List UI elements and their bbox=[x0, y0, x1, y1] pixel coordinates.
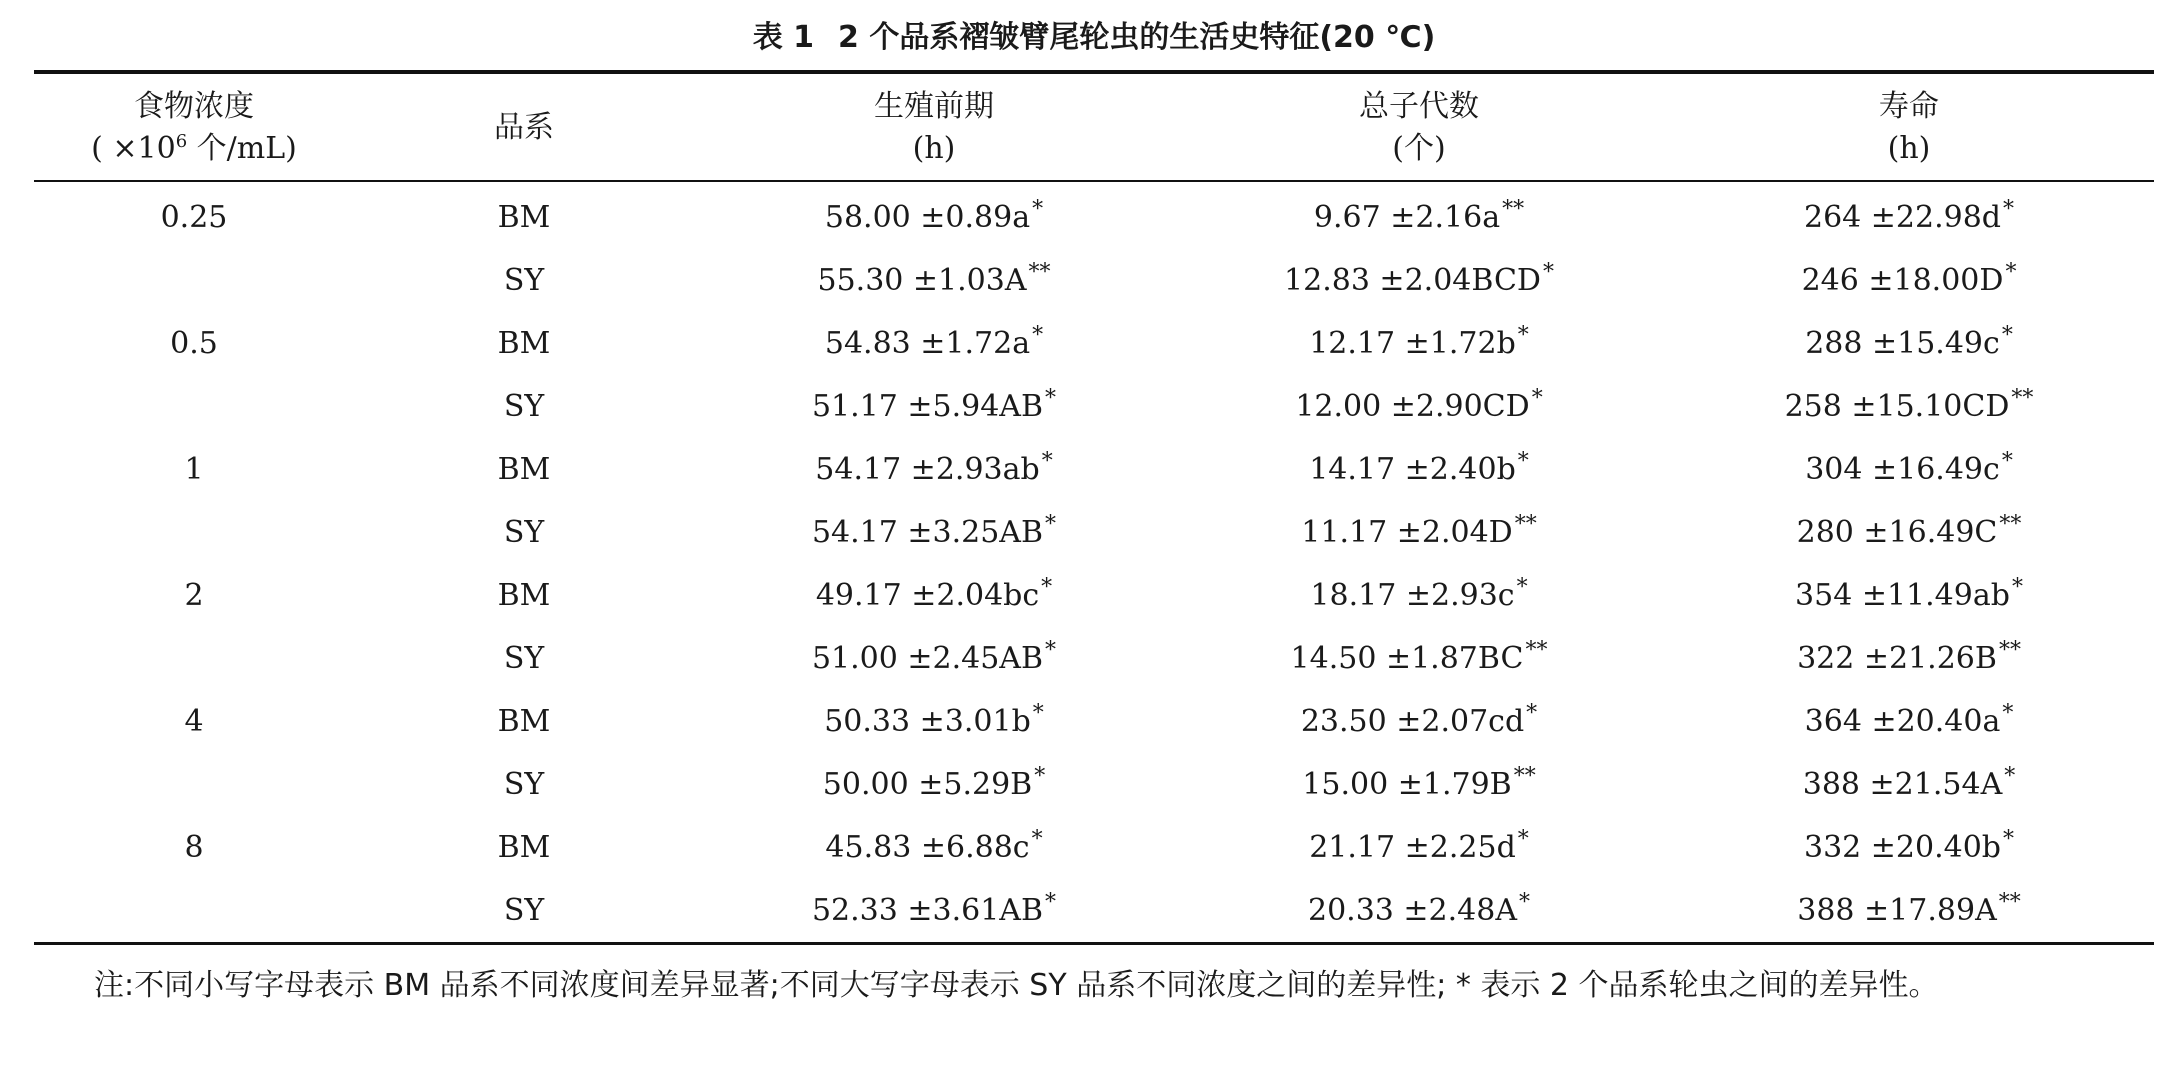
cell-lifespan-value: 258 ±15.10CD bbox=[1784, 389, 2010, 424]
unit-suffix: 个/mL) bbox=[187, 131, 297, 166]
cell-strain-value: SY bbox=[503, 767, 545, 802]
cell-offspring-significance: ** bbox=[1514, 512, 1537, 537]
cell-strain bbox=[354, 879, 694, 944]
table-note: 注:不同小写字母表示 BM 品系不同浓度间差异显著;不同大写字母表示 SY 品系不同浓度之间的差异性; * 表示 2 个品系轮虫之间的差异性。 bbox=[94, 968, 1939, 1003]
cell-strain bbox=[354, 501, 694, 564]
table-row bbox=[34, 249, 2154, 312]
table-row bbox=[34, 816, 2154, 879]
header-lifespan bbox=[1664, 72, 2154, 181]
table-row bbox=[34, 879, 2154, 944]
cell-lifespan bbox=[1664, 879, 2154, 944]
header-offspring-unit: (个) bbox=[1392, 131, 1446, 166]
cell-offspring bbox=[1174, 375, 1664, 438]
cell-lifespan bbox=[1664, 249, 2154, 312]
cell-pre-reproduction-significance: * bbox=[1045, 386, 1057, 411]
cell-strain-value: SY bbox=[503, 263, 545, 298]
cell-pre-reproduction bbox=[694, 816, 1174, 879]
header-offspring-label: 总子代数 bbox=[1359, 89, 1479, 124]
cell-offspring-value: 18.17 ±2.93c bbox=[1310, 578, 1515, 613]
table-row bbox=[34, 501, 2154, 564]
cell-offspring bbox=[1174, 753, 1664, 816]
cell-lifespan-value: 364 ±20.40a bbox=[1804, 704, 2001, 739]
cell-pre-reproduction-significance: * bbox=[1032, 323, 1044, 348]
cell-pre-reproduction bbox=[694, 564, 1174, 627]
cell-strain-value: SY bbox=[503, 515, 545, 550]
cell-pre-reproduction-significance: * bbox=[1032, 701, 1044, 726]
cell-concentration-value: 8 bbox=[184, 830, 204, 865]
cell-strain bbox=[354, 249, 694, 312]
cell-lifespan-significance: * bbox=[2003, 197, 2015, 222]
cell-concentration bbox=[34, 181, 354, 249]
cell-lifespan-value: 388 ±17.89A bbox=[1797, 893, 1997, 928]
cell-lifespan-significance: * bbox=[2001, 449, 2013, 474]
cell-concentration bbox=[34, 438, 354, 501]
cell-offspring bbox=[1174, 564, 1664, 627]
cell-pre-reproduction-value: 54.83 ±1.72a bbox=[824, 326, 1031, 361]
table-row bbox=[34, 312, 2154, 375]
cell-pre-reproduction bbox=[694, 312, 1174, 375]
header-pre-reproduction-unit: (h) bbox=[912, 131, 956, 166]
cell-pre-reproduction-value: 52.33 ±3.61AB bbox=[811, 893, 1044, 928]
header-strain bbox=[354, 72, 694, 181]
header-lifespan-label: 寿命 bbox=[1879, 89, 1939, 124]
cell-pre-reproduction-significance: * bbox=[1045, 638, 1057, 663]
cell-offspring bbox=[1174, 816, 1664, 879]
cell-strain bbox=[354, 438, 694, 501]
cell-lifespan-significance: ** bbox=[1998, 638, 2021, 663]
cell-concentration-value: 0.5 bbox=[170, 326, 218, 361]
cell-lifespan-significance: ** bbox=[2011, 386, 2034, 411]
cell-concentration-value: 0.25 bbox=[160, 200, 228, 235]
cell-offspring-significance: ** bbox=[1525, 638, 1548, 663]
cell-concentration bbox=[34, 879, 354, 944]
cell-lifespan-significance: * bbox=[2002, 701, 2014, 726]
cell-lifespan bbox=[1664, 312, 2154, 375]
table-body bbox=[34, 181, 2154, 944]
cell-concentration-value: 1 bbox=[184, 452, 204, 487]
cell-strain-value: BM bbox=[497, 200, 551, 235]
cell-pre-reproduction-significance: * bbox=[1041, 575, 1053, 600]
cell-offspring bbox=[1174, 438, 1664, 501]
cell-offspring-significance: * bbox=[1542, 260, 1554, 285]
table-row bbox=[34, 438, 2154, 501]
cell-lifespan bbox=[1664, 816, 2154, 879]
cell-offspring bbox=[1174, 312, 1664, 375]
cell-pre-reproduction bbox=[694, 879, 1174, 944]
cell-lifespan-value: 354 ±11.49ab bbox=[1795, 578, 2010, 613]
cell-concentration bbox=[34, 501, 354, 564]
life-history-table bbox=[34, 70, 2154, 945]
header-pre-reproduction bbox=[694, 72, 1174, 181]
cell-offspring-significance: * bbox=[1519, 890, 1531, 915]
cell-pre-reproduction bbox=[694, 438, 1174, 501]
header-concentration-unit bbox=[34, 128, 354, 170]
cell-pre-reproduction-significance: * bbox=[1045, 512, 1057, 537]
cell-offspring-significance: * bbox=[1517, 449, 1529, 474]
cell-pre-reproduction-significance: * bbox=[1041, 449, 1053, 474]
cell-pre-reproduction-value: 54.17 ±3.25AB bbox=[811, 515, 1044, 550]
cell-pre-reproduction bbox=[694, 181, 1174, 249]
cell-concentration-value: 2 bbox=[184, 578, 204, 613]
table-row bbox=[34, 753, 2154, 816]
cell-lifespan-significance: * bbox=[2001, 323, 2013, 348]
cell-offspring-value: 11.17 ±2.04D bbox=[1301, 515, 1513, 550]
cell-offspring-significance: * bbox=[1526, 701, 1538, 726]
cell-concentration bbox=[34, 249, 354, 312]
cell-pre-reproduction bbox=[694, 690, 1174, 753]
table-row bbox=[34, 690, 2154, 753]
cell-offspring-significance: * bbox=[1531, 386, 1543, 411]
cell-pre-reproduction-value: 54.17 ±2.93ab bbox=[815, 452, 1040, 487]
cell-lifespan-value: 246 ±18.00D bbox=[1801, 263, 2004, 298]
cell-strain bbox=[354, 181, 694, 249]
cell-pre-reproduction-value: 50.00 ±5.29B bbox=[822, 767, 1033, 802]
cell-concentration bbox=[34, 627, 354, 690]
cell-lifespan-value: 264 ±22.98d bbox=[1803, 200, 2002, 235]
cell-concentration bbox=[34, 816, 354, 879]
cell-lifespan bbox=[1664, 501, 2154, 564]
cell-offspring-value: 15.00 ±1.79B bbox=[1302, 767, 1512, 802]
cell-pre-reproduction-value: 51.17 ±5.94AB bbox=[811, 389, 1044, 424]
cell-offspring-significance: ** bbox=[1513, 764, 1536, 789]
cell-offspring bbox=[1174, 501, 1664, 564]
cell-strain bbox=[354, 627, 694, 690]
cell-concentration bbox=[34, 564, 354, 627]
cell-offspring bbox=[1174, 249, 1664, 312]
cell-offspring bbox=[1174, 627, 1664, 690]
cell-offspring-value: 14.50 ±1.87BC bbox=[1290, 641, 1524, 676]
cell-offspring-value: 9.67 ±2.16a bbox=[1313, 200, 1501, 235]
cell-lifespan-value: 288 ±15.49c bbox=[1805, 326, 2000, 361]
cell-lifespan-value: 280 ±16.49C bbox=[1796, 515, 1998, 550]
document-page bbox=[34, 0, 2154, 1009]
cell-concentration bbox=[34, 753, 354, 816]
cell-strain-value: BM bbox=[497, 830, 551, 865]
cell-strain bbox=[354, 816, 694, 879]
cell-lifespan-value: 388 ±21.54A bbox=[1802, 767, 2003, 802]
unit-exponent: 6 bbox=[175, 131, 188, 152]
cell-strain bbox=[354, 312, 694, 375]
cell-strain bbox=[354, 753, 694, 816]
cell-lifespan bbox=[1664, 438, 2154, 501]
cell-pre-reproduction bbox=[694, 627, 1174, 690]
cell-pre-reproduction-significance: * bbox=[1045, 890, 1057, 915]
cell-pre-reproduction-significance: ** bbox=[1028, 260, 1051, 285]
cell-offspring-significance: * bbox=[1517, 827, 1529, 852]
cell-pre-reproduction-value: 45.83 ±6.88c bbox=[825, 830, 1030, 865]
cell-pre-reproduction bbox=[694, 753, 1174, 816]
cell-lifespan-significance: ** bbox=[1998, 890, 2021, 915]
cell-strain-value: BM bbox=[497, 704, 551, 739]
table-row bbox=[34, 627, 2154, 690]
cell-strain bbox=[354, 564, 694, 627]
cell-offspring bbox=[1174, 690, 1664, 753]
cell-lifespan bbox=[1664, 181, 2154, 249]
cell-pre-reproduction-value: 51.00 ±2.45AB bbox=[811, 641, 1044, 676]
cell-strain-value: BM bbox=[497, 578, 551, 613]
cell-offspring-value: 23.50 ±2.07cd bbox=[1300, 704, 1525, 739]
cell-offspring bbox=[1174, 879, 1664, 944]
header-offspring bbox=[1174, 72, 1664, 181]
header-concentration bbox=[34, 72, 354, 181]
cell-concentration bbox=[34, 312, 354, 375]
table-caption bbox=[34, 0, 2154, 70]
cell-strain-value: BM bbox=[497, 326, 551, 361]
cell-lifespan bbox=[1664, 627, 2154, 690]
cell-strain-value: SY bbox=[503, 641, 545, 676]
cell-lifespan bbox=[1664, 753, 2154, 816]
cell-lifespan-value: 332 ±20.40b bbox=[1803, 830, 2002, 865]
cell-pre-reproduction-significance: * bbox=[1034, 764, 1046, 789]
table-number: 表 1 bbox=[752, 20, 815, 55]
cell-lifespan bbox=[1664, 564, 2154, 627]
header-pre-reproduction-label: 生殖前期 bbox=[874, 89, 994, 124]
unit-prefix: ( ×10 bbox=[91, 131, 176, 166]
cell-lifespan-significance: ** bbox=[1999, 512, 2022, 537]
cell-offspring bbox=[1174, 181, 1664, 249]
header-strain-label: 品系 bbox=[494, 110, 554, 145]
cell-pre-reproduction bbox=[694, 249, 1174, 312]
header-concentration-label: 食物浓度 bbox=[134, 89, 254, 124]
cell-lifespan bbox=[1664, 690, 2154, 753]
cell-concentration bbox=[34, 690, 354, 753]
table-row bbox=[34, 375, 2154, 438]
cell-lifespan-significance: * bbox=[2011, 575, 2023, 600]
cell-pre-reproduction-value: 50.33 ±3.01b bbox=[824, 704, 1031, 739]
cell-offspring-value: 14.17 ±2.40b bbox=[1309, 452, 1516, 487]
header-lifespan-unit: (h) bbox=[1887, 131, 1931, 166]
table-row bbox=[34, 564, 2154, 627]
cell-strain bbox=[354, 690, 694, 753]
cell-pre-reproduction-significance: * bbox=[1031, 827, 1043, 852]
cell-offspring-value: 12.83 ±2.04BCD bbox=[1284, 263, 1541, 298]
table-title: 2 个品系褶皱臂尾轮虫的生活史特征(20 ℃) bbox=[838, 20, 1436, 55]
cell-offspring-value: 12.00 ±2.90CD bbox=[1295, 389, 1530, 424]
cell-pre-reproduction bbox=[694, 501, 1174, 564]
cell-pre-reproduction-value: 58.00 ±0.89a bbox=[824, 200, 1031, 235]
cell-lifespan-significance: * bbox=[2005, 260, 2017, 285]
cell-offspring-significance: ** bbox=[1502, 197, 1525, 222]
cell-lifespan-value: 322 ±21.26B bbox=[1797, 641, 1997, 676]
cell-offspring-value: 12.17 ±1.72b bbox=[1309, 326, 1516, 361]
table-header-row bbox=[34, 72, 2154, 181]
cell-concentration-value: 4 bbox=[184, 704, 204, 739]
cell-strain bbox=[354, 375, 694, 438]
cell-concentration bbox=[34, 375, 354, 438]
cell-strain-value: BM bbox=[497, 452, 551, 487]
cell-lifespan bbox=[1664, 375, 2154, 438]
cell-offspring-significance: * bbox=[1517, 323, 1529, 348]
cell-lifespan-value: 304 ±16.49c bbox=[1805, 452, 2000, 487]
cell-pre-reproduction-value: 55.30 ±1.03A bbox=[817, 263, 1027, 298]
cell-lifespan-significance: * bbox=[2004, 764, 2016, 789]
cell-lifespan-significance: * bbox=[2003, 827, 2015, 852]
cell-pre-reproduction-significance: * bbox=[1032, 197, 1044, 222]
cell-strain-value: SY bbox=[503, 893, 545, 928]
cell-strain-value: SY bbox=[503, 389, 545, 424]
cell-offspring-significance: * bbox=[1516, 575, 1528, 600]
cell-pre-reproduction-value: 49.17 ±2.04bc bbox=[815, 578, 1040, 613]
cell-offspring-value: 20.33 ±2.48A bbox=[1307, 893, 1518, 928]
cell-offspring-value: 21.17 ±2.25d bbox=[1309, 830, 1516, 865]
cell-pre-reproduction bbox=[694, 375, 1174, 438]
table-row bbox=[34, 181, 2154, 249]
